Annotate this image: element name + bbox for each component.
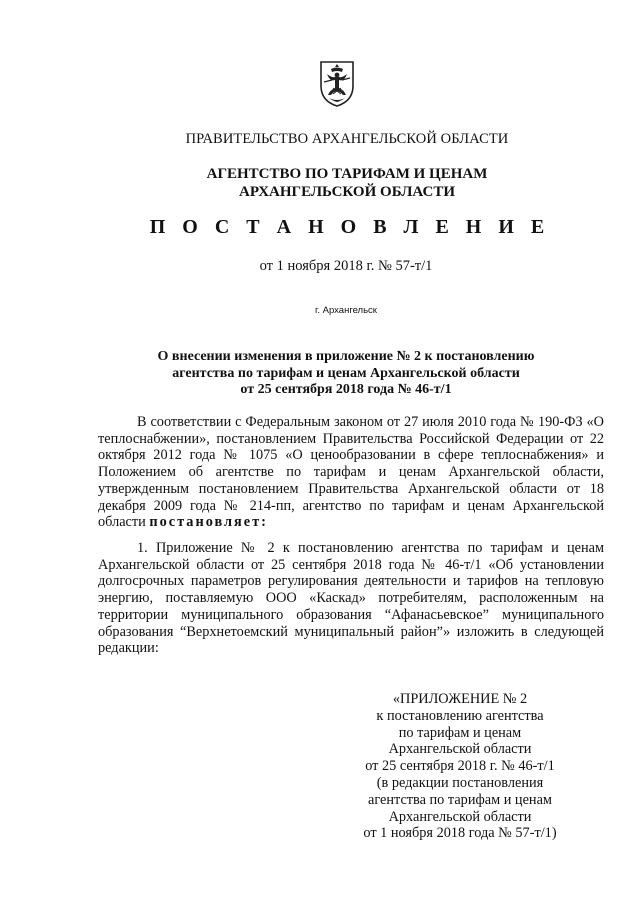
subject-line1: О внесении изменения в приложение № 2 к постановлению xyxy=(157,349,535,364)
resolution-keyword: постановляет: xyxy=(149,514,268,531)
paragraph-2-text: 1. Приложение № 2 к постановлению агентства по тарифам и ценам Архангельской области от 25 сентября 2018 года № 46-т/1 «Об установлении долгосрочных параметров регулирования деятельности и тарифов на тепловую энергию, поставляемую ООО «Каскад» потребителям, расположенным на территории муниципального образования “Афанасьевское” муниципального образования “Верхнетоемский муниципальный район”» изложить в следующей редакции: xyxy=(98,540,604,657)
document-type: П О С Т А Н О В Л Е Н И Е xyxy=(149,216,551,238)
document-city: г. Архангельск xyxy=(315,305,377,316)
government-name: ПРАВИТЕЛЬСТВО АРХАНГЕЛЬСКОЙ ОБЛАСТИ xyxy=(185,131,509,147)
body-paragraph-1 xyxy=(98,414,604,531)
appendix-line: по тарифам и ценам xyxy=(398,724,522,741)
appendix-line: (в редакции постановления xyxy=(376,774,544,791)
appendix-line: агентства по тарифам и ценам xyxy=(368,791,552,808)
coat-of-arms-icon xyxy=(318,58,356,108)
appendix-heading xyxy=(330,691,590,842)
document-date-number: от 1 ноября 2018 г. № 57-т/1 xyxy=(259,258,433,274)
paragraph-1-text: В соответствии с Федеральным законом от 27 июля 2010 года № 190-ФЗ «О теплоснабжении», постановлением Правительства Российской Федерации от 22 октября 2012 года № 1075 «О ценообразовании в сфере теплоснабжения» и Положением об агентстве по тарифам и ценам Архангельской области, утвержденным постановлением Правительства Архангельской области от 18 декабря 2009 года № 214-пп, агентство по тарифам и ценам Архангельской области xyxy=(98,414,604,531)
subject-line2: агентства по тарифам и ценам Архангельской области xyxy=(172,366,520,381)
appendix-line: Архангельской области xyxy=(388,808,532,825)
appendix-line: «ПРИЛОЖЕНИЕ № 2 xyxy=(392,691,528,707)
body-paragraph-2 xyxy=(98,540,604,657)
subject-line3: от 25 сентября 2018 года № 46-т/1 xyxy=(240,382,452,397)
appendix-line: от 1 ноября 2018 года № 57-т/1) xyxy=(363,825,557,842)
agency-name-line2: АРХАНГЕЛЬСКОЙ ОБЛАСТИ xyxy=(239,184,455,200)
appendix-line: от 25 сентября 2018 г. № 46-т/1 xyxy=(365,758,555,775)
appendix-line: Архангельской области xyxy=(388,741,532,758)
appendix-line: к постановлению агентства xyxy=(376,707,544,724)
agency-name-line1: АГЕНТСТВО ПО ТАРИФАМ И ЦЕНАМ xyxy=(206,166,488,182)
